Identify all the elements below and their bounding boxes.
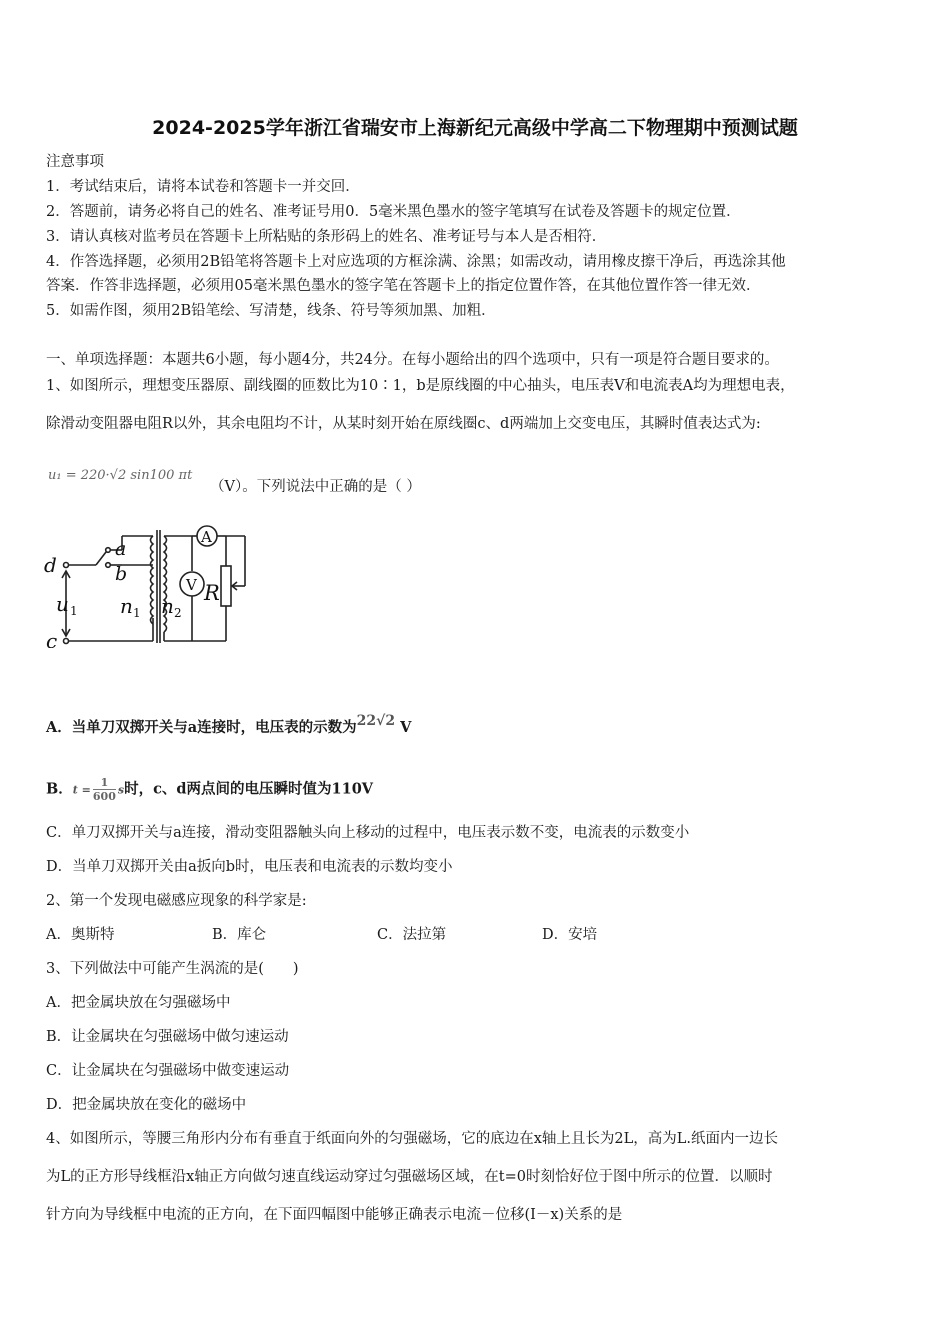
transformer-circuit-figure xyxy=(40,518,255,648)
notice-item: 答案．作答非选择题，必须用05毫米黑色墨水的签字笔在答题卡上的指定位置作答，在其他位置作答一律无效． xyxy=(46,278,761,294)
question-2-option-d: D．安培 xyxy=(542,927,598,943)
question-3-option-a: A．把金属块放在匀强磁场中 xyxy=(46,995,231,1011)
label-R: R xyxy=(204,581,220,605)
terminal-d-icon xyxy=(64,563,69,568)
option-b-fraction: $\frac{1}{600}$ xyxy=(92,776,116,803)
notice-item: 5．如需作图，须用2B铅笔绘、写清楚，线条、符号等须加黑、加粗． xyxy=(46,303,496,319)
question-2-option-b: B．库仑 xyxy=(212,927,267,943)
voltage-formula: u₁ = 220·√2 sin100 πt xyxy=(48,468,193,483)
question-4-stem-line2: 为L的正方形导线框沿x轴正方向做匀速直线运动穿过匀强磁场区域，在t=0时刻恰好位于图中所示的位置．以顺时 xyxy=(46,1169,773,1185)
question-1-option-b: B．t = $\frac{1}{600}$ s时，c、d两点间的电压瞬时值为110V xyxy=(46,776,374,803)
question-3-option-c: C．让金属块在匀强磁场中做变速运动 xyxy=(46,1063,290,1079)
notice-item: 1．考试结束后，请将本试卷和答题卡一并交回． xyxy=(46,179,360,195)
question-1-option-c: C．单刀双掷开关与a连接，滑动变阻器触头向上移动的过程中，电压表示数不变，电流表的示数变小 xyxy=(46,825,690,841)
label-u1: u xyxy=(56,592,69,616)
option-a-math: 22√2 xyxy=(356,713,396,729)
question-4-stem-line1: 4、如图所示，等腰三角形内分布有垂直于纸面向外的匀强磁场，它的底边在x轴上且长为2L，高为L.纸面内一边长 xyxy=(46,1131,778,1147)
question-2-option-c: C．法拉第 xyxy=(377,927,447,943)
notice-heading: 注意事项 xyxy=(46,154,104,170)
label-n1-sub: 1 xyxy=(133,606,141,620)
notice-item: 3．请认真核对监考员在答题卡上所粘贴的条形码上的姓名、准考证号与本人是否相符． xyxy=(46,229,607,245)
question-3-option-d: D．把金属块放在变化的磁场中 xyxy=(46,1097,247,1113)
question-4-stem-line3: 针方向为导线框中电流的正方向，在下面四幅图中能够正确表示电流－位移(I－x)关系的是 xyxy=(46,1207,623,1223)
label-a: a xyxy=(115,538,127,560)
label-n1: n xyxy=(120,594,133,618)
label-u1-sub: 1 xyxy=(70,604,78,618)
question-1-option-d: D．当单刀双掷开关由a扳向b时，电压表和电流表的示数均变小 xyxy=(46,859,453,875)
label-d: d xyxy=(44,553,57,577)
question-2-stem: 2、第一个发现电磁感应现象的科学家是: xyxy=(46,893,307,909)
page-title: 2024-2025学年浙江省瑞安市上海新纪元高级中学高二下物理期中预测试题 xyxy=(152,117,798,139)
rheostat-icon xyxy=(221,566,231,606)
label-b: b xyxy=(115,563,128,585)
notice-item: 2．答题前，请务必将自己的姓名、准考证号用0．5毫米黑色墨水的签字笔填写在试卷及答题卡的规定位置． xyxy=(46,204,741,220)
label-c: c xyxy=(46,629,58,648)
terminal-c-icon xyxy=(64,639,69,644)
question-1-stem-line2: 除滑动变阻器电阻R以外，其余电阻均不计，从某时刻开始在原线圈c、d两端加上交变电压，其瞬时值表达式为: xyxy=(46,416,761,432)
label-n2: n xyxy=(161,594,174,618)
question-2-option-a: A．奥斯特 xyxy=(46,927,115,943)
label-A: A xyxy=(201,528,212,546)
question-1-stem-line1: 1、如图所示，理想变压器原、副线圈的匝数比为10∶1，b是原线圈的中心抽头，电压表V和电流表A均为理想电表， xyxy=(46,378,795,394)
notice-item: 4．作答选择题，必须用2B铅笔将答题卡上对应选项的方框涂满、涂黑；如需改动，请用橡皮擦干净后，再选涂其他 xyxy=(46,254,786,270)
label-V: V xyxy=(186,576,197,594)
question-3-option-b: B．让金属块在匀强磁场中做匀速运动 xyxy=(46,1029,289,1045)
question-1-option-a: A．当单刀双掷开关与a连接时，电压表的示数为22√2 V xyxy=(46,713,412,736)
label-n2-sub: 2 xyxy=(174,606,182,620)
question-1-stem-tail: （V）。下列说法中正确的是（ ） xyxy=(210,479,421,495)
question-3-stem: 3、下列做法中可能产生涡流的是( ) xyxy=(46,961,299,977)
section-heading: 一、单项选择题：本题共6小题，每小题4分，共24分。在每小题给出的四个选项中，只有一项是符合题目要求的。 xyxy=(46,352,779,368)
